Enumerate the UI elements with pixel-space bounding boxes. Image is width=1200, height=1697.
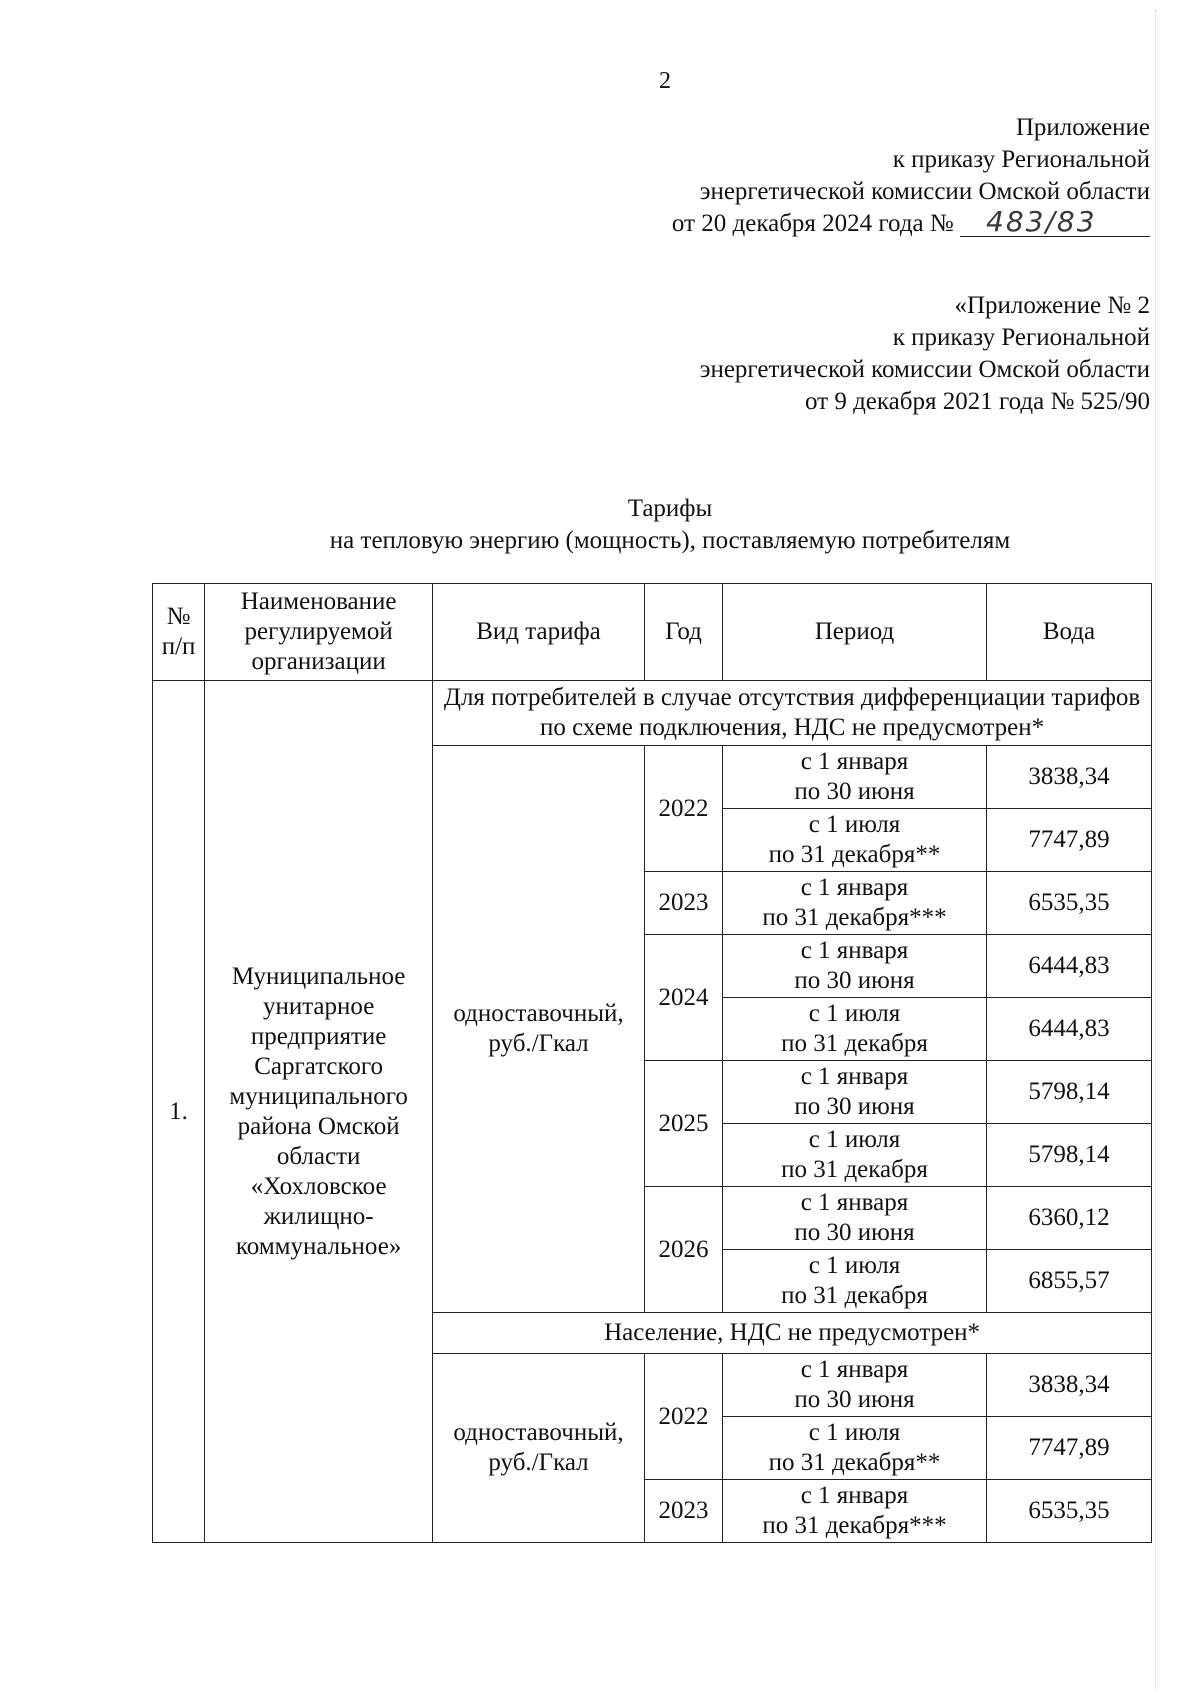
- row-number: 1.: [153, 681, 205, 1543]
- table-header-row: [153, 584, 1152, 681]
- header-period: Период: [723, 584, 987, 681]
- period-cell: с 1 января по 30 июня: [723, 1354, 987, 1417]
- header-num: № п/п: [153, 584, 205, 681]
- period-cell: с 1 января по 30 июня: [723, 746, 987, 809]
- section-heading: Население, НДС не предусмотрен*: [433, 1313, 1152, 1354]
- section-heading-row: [153, 681, 1152, 746]
- organization-name: Муниципальное унитарное предприятие Саргатского муниципального района Омской области «Хохловское жилищно-коммунальное»: [205, 681, 433, 1543]
- header-water: Вода: [986, 584, 1151, 681]
- appendix-line: энергетической комиссии Омской области: [699, 178, 1150, 205]
- water-value: 7747,89: [986, 809, 1151, 872]
- section-heading: Для потребителей в случае отсутствия дифференциации тарифов по схеме подключения, НДС не предусмотрен*: [433, 681, 1152, 746]
- original-appendix-line: к приказу Региональной: [892, 324, 1150, 351]
- handwritten-order-number: 483/83: [960, 208, 1150, 237]
- original-appendix-block: [530, 290, 1150, 418]
- year-cell: 2024: [644, 935, 722, 1061]
- title-line-1: Тарифы: [627, 495, 713, 522]
- period-cell: с 1 января по 30 июня: [723, 935, 987, 998]
- appendix-date-line: [530, 205, 1150, 240]
- period-cell: с 1 июля по 31 декабря**: [723, 1417, 987, 1480]
- period-cell: с 1 июля по 31 декабря: [723, 1250, 987, 1313]
- water-value: 5798,14: [986, 1061, 1151, 1124]
- document-title: [0, 493, 1200, 557]
- original-appendix-line: энергетической комиссии Омской области: [699, 356, 1150, 383]
- header-year: Год: [644, 584, 722, 681]
- title-line-2: на тепловую энергию (мощность), поставляемую потребителям: [329, 527, 1011, 554]
- appendix-block: [530, 112, 1150, 240]
- scan-edge-line: [1155, 10, 1156, 1690]
- tariff-type: одноставочный, руб./Гкал: [433, 1354, 645, 1543]
- page-number: 2: [659, 68, 671, 94]
- period-cell: с 1 января по 31 декабря***: [723, 1480, 987, 1543]
- header-org: Наименование регулируемой организации: [205, 584, 433, 681]
- year-cell: 2025: [644, 1061, 722, 1187]
- water-value: 7747,89: [986, 1417, 1151, 1480]
- original-appendix-line: от 9 декабря 2021 года № 525/90: [804, 388, 1150, 415]
- appendix-line: Приложение: [1015, 114, 1150, 141]
- water-value: 3838,34: [986, 1354, 1151, 1417]
- year-cell: 2022: [644, 1354, 722, 1480]
- appendix-line: к приказу Региональной: [892, 146, 1150, 173]
- period-cell: с 1 июля по 31 декабря**: [723, 809, 987, 872]
- period-cell: с 1 января по 30 июня: [723, 1061, 987, 1124]
- period-cell: с 1 января по 30 июня: [723, 1187, 987, 1250]
- year-cell: 2023: [644, 872, 722, 935]
- period-cell: с 1 января по 31 декабря***: [723, 872, 987, 935]
- header-tariff-type: Вид тарифа: [433, 584, 645, 681]
- period-cell: с 1 июля по 31 декабря: [723, 1124, 987, 1187]
- year-cell: 2023: [644, 1480, 722, 1543]
- water-value: 3838,34: [986, 746, 1151, 809]
- water-value: 6360,12: [986, 1187, 1151, 1250]
- water-value: 6535,35: [986, 1480, 1151, 1543]
- water-value: 6855,57: [986, 1250, 1151, 1313]
- period-cell: с 1 июля по 31 декабря: [723, 998, 987, 1061]
- year-cell: 2022: [644, 746, 722, 872]
- year-cell: 2026: [644, 1187, 722, 1313]
- tariffs-table: [152, 583, 1152, 1543]
- water-value: 6535,35: [986, 872, 1151, 935]
- water-value: 5798,14: [986, 1124, 1151, 1187]
- water-value: 6444,83: [986, 935, 1151, 998]
- water-value: 6444,83: [986, 998, 1151, 1061]
- appendix-date-text: от 20 декабря 2024 года №: [671, 210, 954, 237]
- tariff-type: одноставочный, руб./Гкал: [433, 746, 645, 1313]
- original-appendix-line: «Приложение № 2: [954, 292, 1150, 319]
